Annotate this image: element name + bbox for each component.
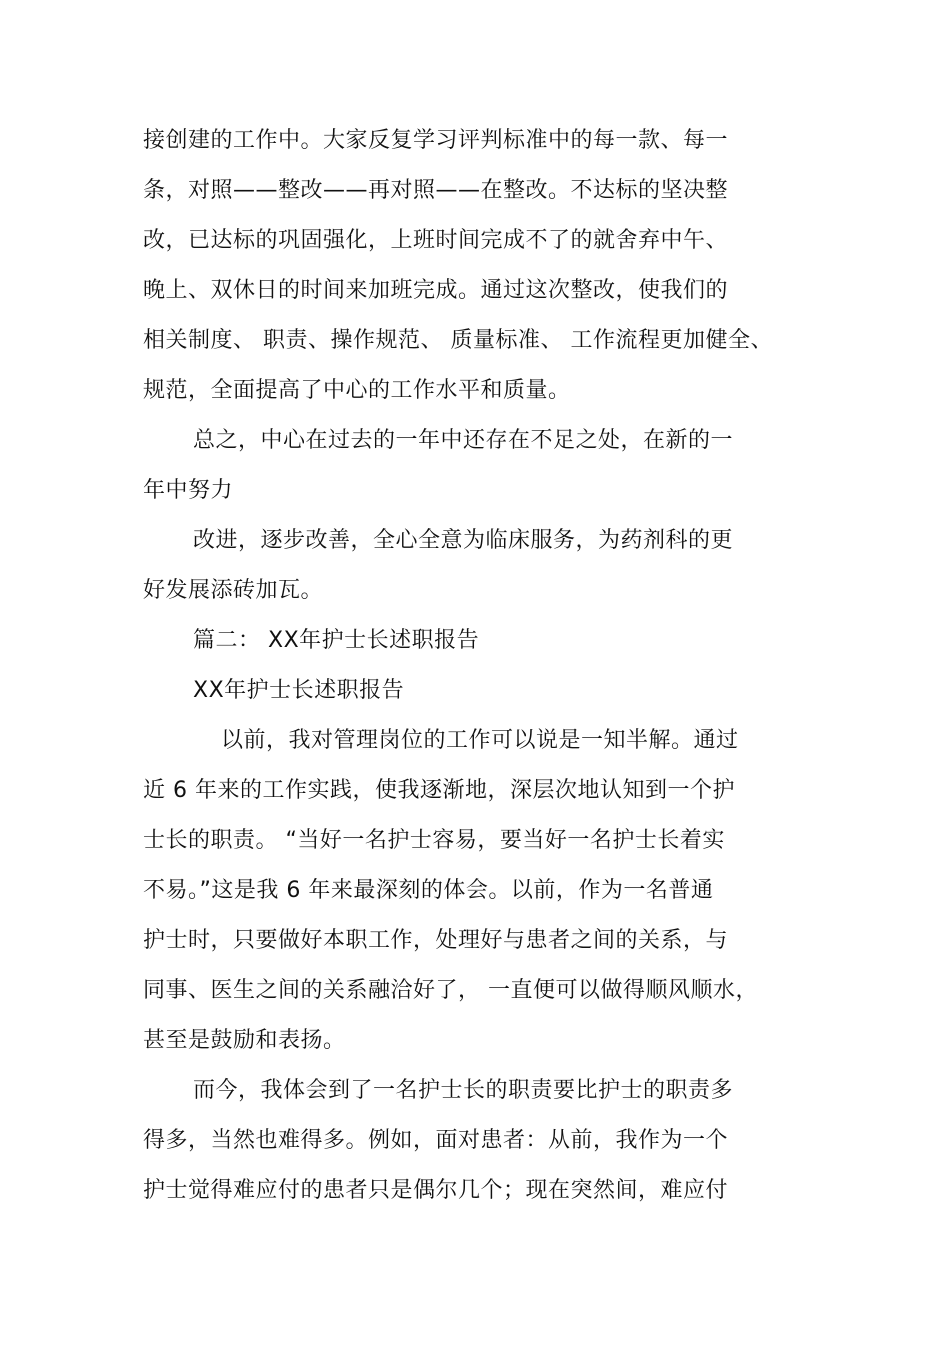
text-line: 不易。”这是我 6 年来最深刻的体会。以前，作为一名普通 — [143, 878, 714, 903]
text-line: 同事、医生之间的关系融洽好了， 一直便可以做得顺风顺水， — [143, 978, 758, 1003]
paragraph-start-line: 而今，我体会到了一名护士长的职责要比护士的职责多 — [193, 1078, 734, 1103]
text-line: 条，对照——整改——再对照——在整改。不达标的坚决整 — [143, 178, 729, 203]
text-line: 甚至是鼓励和表扬。 — [143, 1028, 346, 1053]
section-heading: 篇二： XX年护士长述职报告 — [193, 628, 480, 653]
paragraph-start-line: 改进，逐步改善，全心全意为临床服务，为药剂科的更 — [193, 528, 734, 553]
text-line: 好发展添砖加瓦。 — [143, 578, 324, 603]
text-line: 近 6 年来的工作实践，使我逐渐地，深层次地认知到一个护 — [143, 778, 735, 803]
paragraph-start-line: 以前，我对管理岗位的工作可以说是一知半解。通过 — [221, 728, 739, 753]
text-line: 相关制度、 职责、操作规范、 质量标准、 工作流程更加健全、 — [143, 328, 773, 353]
text-line: 士长的职责。 “当好一名护士容易，要当好一名护士长着实 — [143, 828, 725, 853]
text-line: 晚上、双休日的时间来加班完成。通过这次整改，使我们的 — [143, 278, 729, 303]
text-line: 接创建的工作中。大家反复学习评判标准中的每一款、每一 — [143, 128, 729, 153]
text-line: 得多，当然也难得多。例如，面对患者：从前，我作为一个 — [143, 1128, 729, 1153]
text-line: 规范，全面提高了中心的工作水平和质量。 — [143, 378, 571, 403]
paragraph-start-line: 总之，中心在过去的一年中还存在不足之处，在新的一 — [193, 428, 734, 453]
text-line: 护士时，只要做好本职工作，处理好与患者之间的关系，与 — [143, 928, 729, 953]
text-line: 护士觉得难应付的患者只是偶尔几个；现在突然间，难应付 — [143, 1178, 729, 1203]
text-line: 改，已达标的巩固强化，上班时间完成不了的就舍弃中午、 — [143, 228, 729, 253]
text-line: 年中努力 — [143, 478, 234, 503]
report-title: XX年护士长述职报告 — [193, 678, 405, 703]
